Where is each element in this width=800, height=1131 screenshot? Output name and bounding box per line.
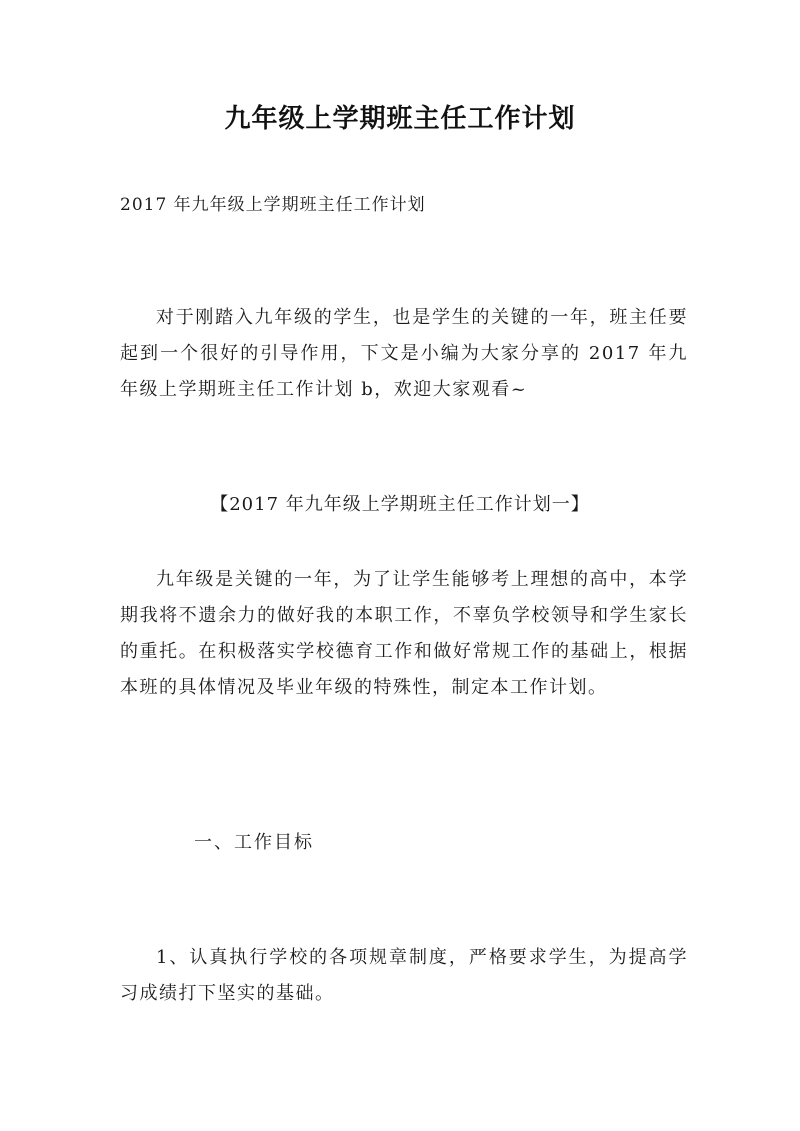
document-subtitle: 2017 年九年级上学期班主任工作计划 (120, 195, 426, 215)
document-title: 九年级上学期班主任工作计划 (224, 104, 576, 134)
goal-heading: 一、工作目标 (194, 832, 314, 853)
intro-paragraph: 对于刚踏入九年级的学生，也是学生的关键的一年，班主任要起到一个很好的引导作用，下文是小编为大家分享的 2017 年九年级上学期班主任工作计划 b，欢迎大家观看~ (120, 307, 688, 400)
section-body-paragraph: 九年级是关键的一年，为了让学生能够考上理想的高中，本学期我将不遗余力的做好我的本职工作，不辜负学校领导和学生家长的重托。在积极落实学校德育工作和做好常规工作的基础上，根据本班的具体情况及毕业年级的特殊性，制定本工作计划。 (120, 569, 688, 698)
goal-item-1: 1、认真执行学校的各项规章制度，严格要求学生，为提高学习成绩打下坚实的基础。 (120, 947, 688, 1004)
section-heading: 【2017 年九年级上学期班主任工作计划一】 (210, 494, 590, 515)
